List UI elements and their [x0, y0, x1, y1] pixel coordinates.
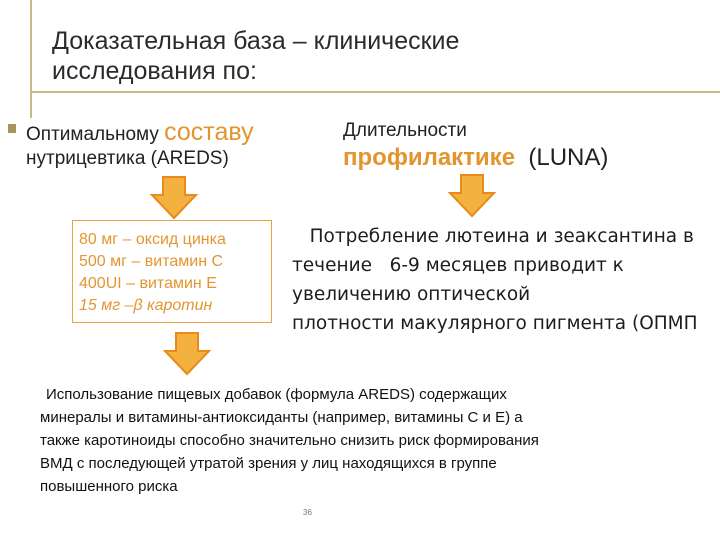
- slide-title-line-1: Доказательная база – клинические: [52, 27, 460, 55]
- nutrient-vitamin-e: 400UI – витамин Е: [79, 275, 217, 292]
- conclusion-line-5: повышенного риска: [40, 478, 178, 495]
- left-heading-line-2: нутрицевтика (AREDS): [26, 148, 229, 169]
- conclusion-line-3: также каротиноиды способно значительно снизить риск формирования: [40, 432, 539, 449]
- down-arrow-icon-left: [150, 176, 198, 220]
- luna-line-4: плотности макулярного пигмента (ОПМП: [292, 313, 698, 334]
- right-heading-tail: (LUNA): [515, 144, 609, 171]
- luna-line-2: течение 6-9 месяцев приводит к: [292, 255, 624, 276]
- bullet-square-icon: [8, 124, 16, 133]
- luna-line-1: Потребление лютеина и зеаксантина в: [292, 226, 694, 247]
- luna-line-3: увеличению оптической: [292, 284, 531, 305]
- conclusion-line-1: Использование пищевых добавок (формула AREDS) содержащих: [46, 386, 507, 403]
- conclusion-paragraph: [40, 383, 680, 498]
- down-arrow-icon-right: [448, 174, 496, 218]
- right-heading-line-2: [343, 144, 608, 172]
- left-heading: [26, 118, 254, 149]
- slide-title-line-2: исследования по:: [52, 57, 257, 85]
- down-arrow-icon-bottom: [163, 332, 211, 376]
- luna-paragraph: [292, 222, 720, 338]
- nutrient-vitamin-c: 500 мг – витамин С: [79, 253, 224, 270]
- right-heading-highlight: профилактике: [343, 144, 516, 171]
- conclusion-line-4: ВМД с последующей утратой зрения у лиц находящихся в группе: [40, 455, 497, 472]
- title-rule-vertical: [30, 0, 32, 118]
- title-rule-horizontal: [30, 91, 720, 93]
- left-heading-text: Оптимальному: [26, 124, 165, 145]
- page-number: 36: [303, 508, 312, 517]
- nutrient-zinc: 80 мг – оксид цинка: [79, 231, 226, 248]
- left-heading-highlight: составу: [164, 118, 254, 146]
- nutrient-box: [72, 220, 272, 323]
- nutrient-beta-carotene: 15 мг –β каротин: [79, 297, 213, 314]
- right-heading-line-1: Длительности: [343, 120, 467, 141]
- slide-title: [52, 26, 692, 86]
- conclusion-line-2: минералы и витамины-антиоксиданты (например, витамины С и Е) а: [40, 409, 523, 426]
